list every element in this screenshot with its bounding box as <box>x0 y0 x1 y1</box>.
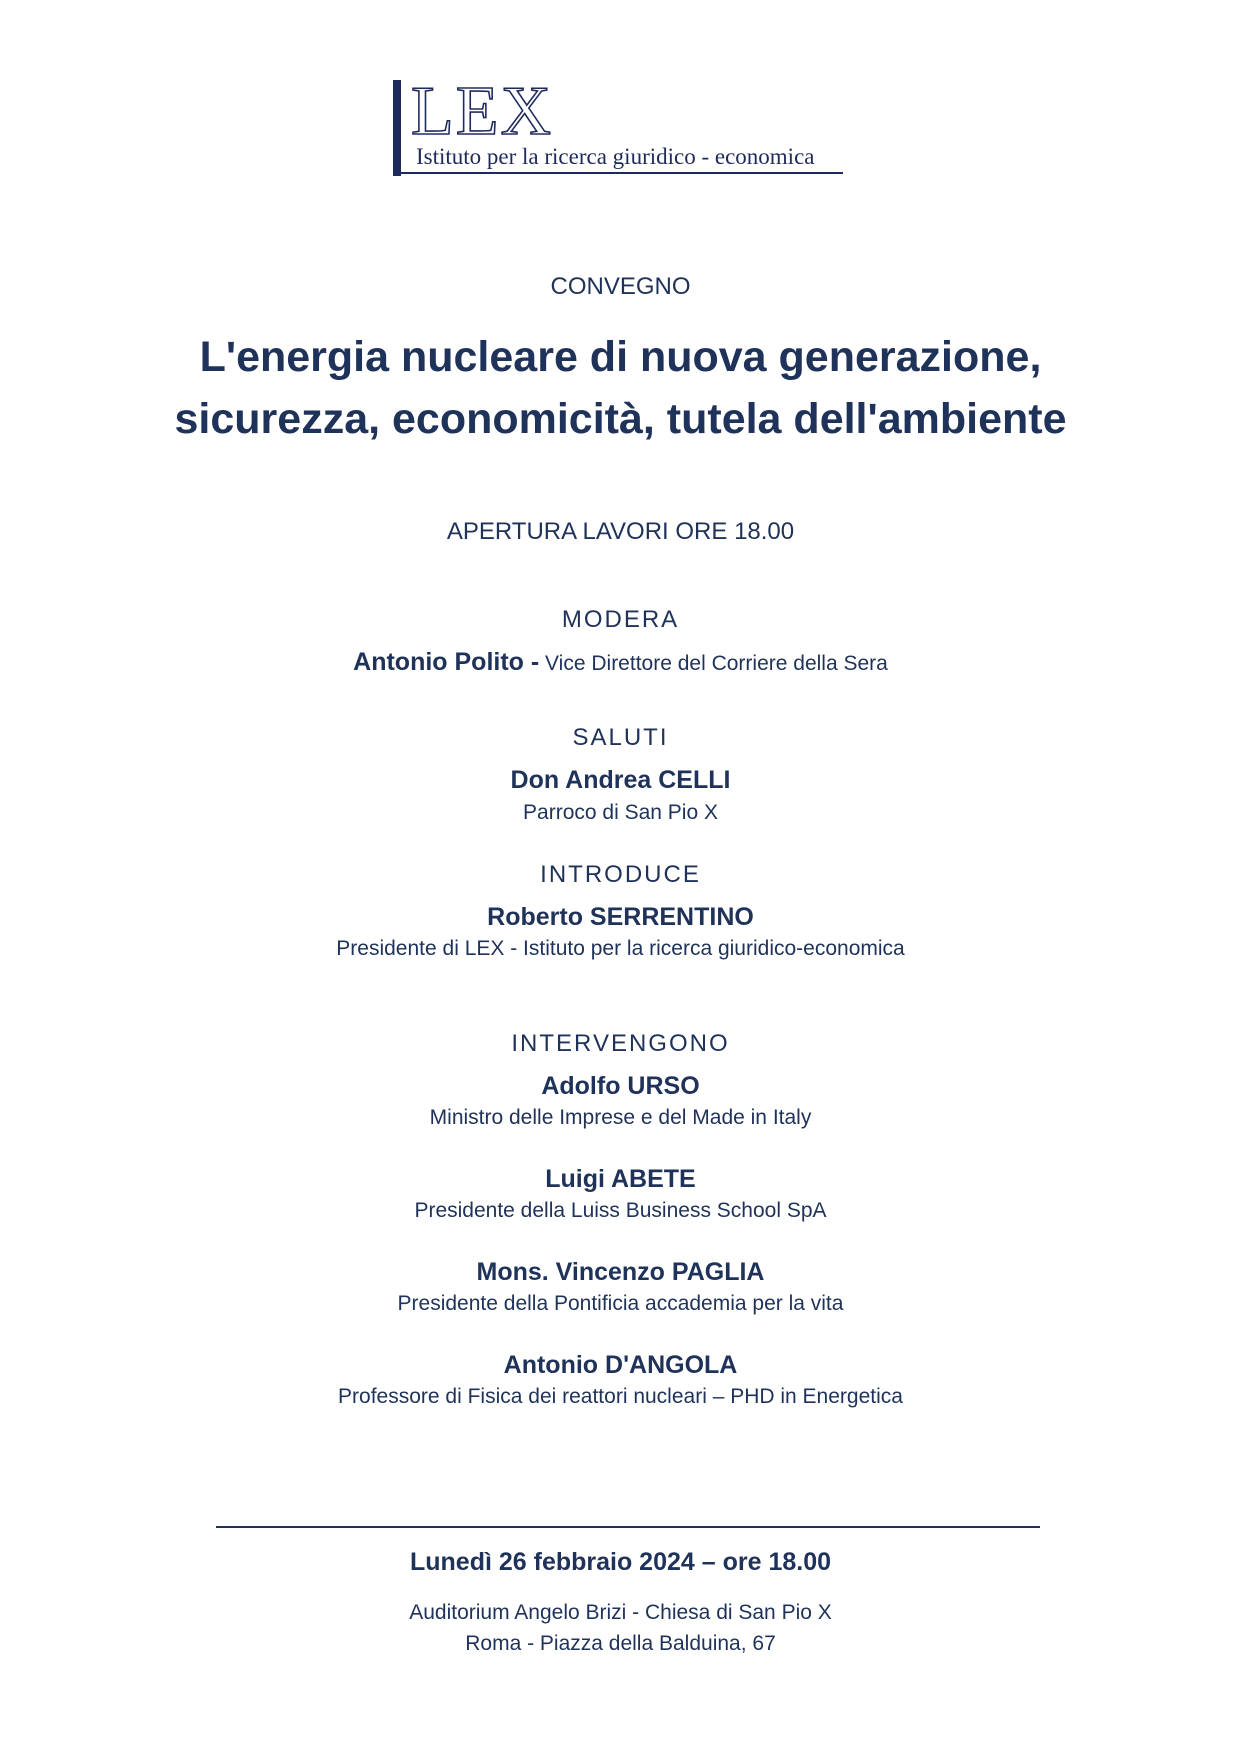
event-venue: Auditorium Angelo Brizi - Chiesa di San Pio X <box>409 1601 832 1624</box>
logo-bar <box>393 80 401 176</box>
lex-logo <box>393 73 843 176</box>
opening-time: APERTURA LAVORI ORE 18.00 <box>446 518 795 545</box>
speaker-role: Professore di Fisica dei reattori nucleari – PHD in Energetica <box>338 1385 903 1408</box>
moderator-line <box>0 648 1241 677</box>
greetings-label: SALUTI <box>572 724 669 751</box>
speaker-name: Mons. Vincenzo PAGLIA <box>476 1258 765 1286</box>
speaker-name: Antonio D'ANGOLA <box>503 1351 738 1379</box>
event-address: Roma - Piazza della Balduina, 67 <box>465 1632 776 1655</box>
title-line-2: sicurezza, economicità, tutela dell'ambiente <box>174 395 1067 443</box>
speaker-name: Luigi ABETE <box>545 1165 696 1193</box>
moderator-label: MODERA <box>561 606 680 633</box>
event-date: Lunedì 26 febbraio 2024 – ore 18.00 <box>409 1548 832 1576</box>
introduction-label: INTRODUCE <box>540 861 701 888</box>
speaker-role: Presidente della Luiss Business School SpA <box>414 1199 827 1222</box>
greetings-name: Don Andrea CELLI <box>510 766 731 794</box>
logo-underline <box>401 172 843 174</box>
footer-divider <box>216 1526 1040 1528</box>
moderator-role: Vice Direttore del Corriere della Sera <box>539 652 888 675</box>
speakers-label: INTERVENGONO <box>511 1030 730 1057</box>
event-type: CONVEGNO <box>550 273 691 300</box>
title-line-1: L'energia nucleare di nuova generazione, <box>199 333 1042 381</box>
speaker-role: Presidente della Pontificia accademia per la vita <box>397 1292 844 1315</box>
greetings-role: Parroco di San Pio X <box>523 801 718 824</box>
speaker-name: Adolfo URSO <box>541 1072 700 1100</box>
moderator-name: Antonio Polito - <box>353 648 540 676</box>
logo-mark: LEX <box>411 73 554 150</box>
speaker-role: Ministro delle Imprese e del Made in Italy <box>429 1106 812 1129</box>
introduction-role: Presidente di LEX - Istituto per la ricerca giuridico-economica <box>336 937 905 960</box>
logo-subtitle: Istituto per la ricerca giuridico - economica <box>416 144 815 169</box>
introduction-name: Roberto SERRENTINO <box>487 903 754 931</box>
